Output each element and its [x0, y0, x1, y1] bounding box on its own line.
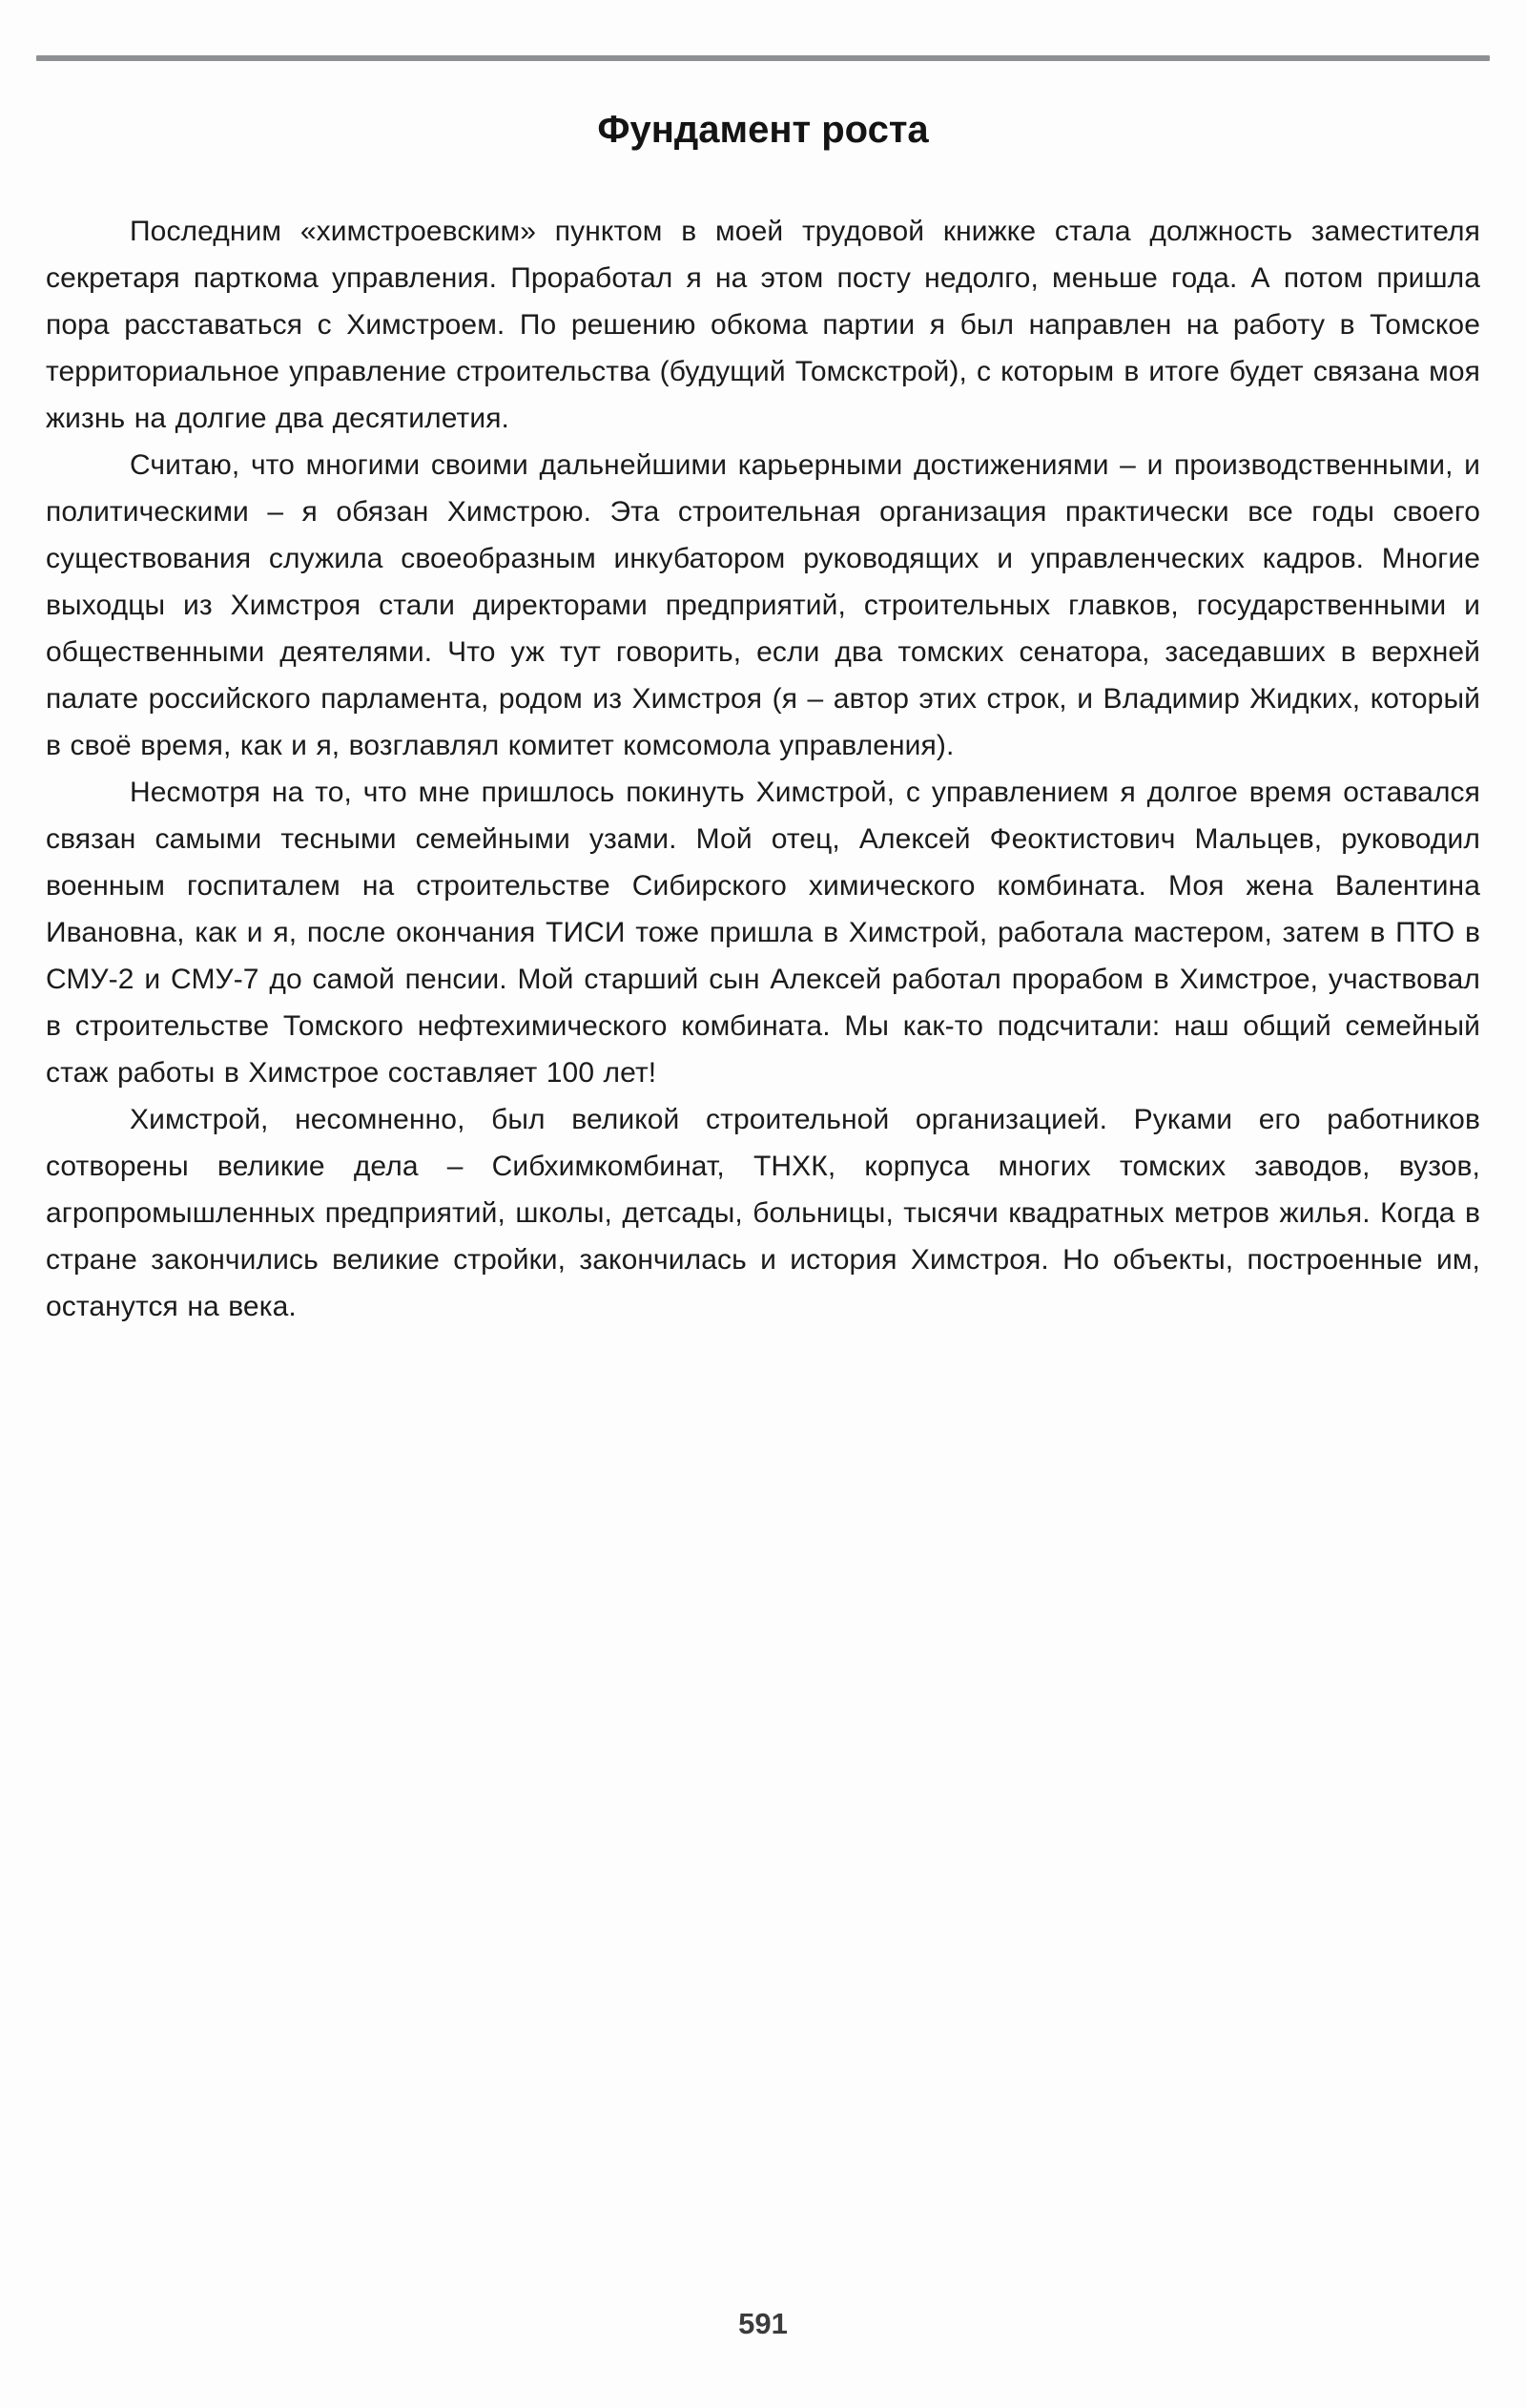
page-title: Фундамент роста [597, 109, 929, 151]
paragraph: Считаю, что многими своими дальнейшими карьерными достижениями – и производственными, и политическими – я обязан Химстрою. Эта строительная организация практически все годы своего существования служила своеобразным инкубатором руководящих и управленческих кадров. Многие выходцы из Химстроя стали директорами предприятий, строительных главков, государственными и общественными деятелями. Что уж тут говорить, если два томских сенатора, заседавших в верхней палате российского парламента, родом из Химстроя (я – автор этих строк, и Владимир Жидких, который в своё время, как и я, возглавлял комитет комсомола управления). [46, 449, 1480, 761]
paragraph: Несмотря на то, что мне пришлось покинуть Химстрой, с управлением я долгое время оставался связан самыми тесными семейными узами. Мой отец, Алексей Феоктистович Мальцев, руководил военным госпиталем на строительстве Сибирского химического комбината. Моя жена Валентина Ивановна, как и я, после окончания ТИСИ тоже пришла в Химстрой, работала мастером, затем в ПТО в СМУ-2 и СМУ-7 до самой пенсии. Мой старший сын Алексей работал прорабом в Химстрое, участвовал в строительстве Томского нефтехимического комбината. Мы как-то подсчитали: наш общий семейный стаж работы в Химстрое составляет 100 лет! [46, 777, 1480, 1089]
page-content [46, 0, 1480, 1330]
page-number: 591 [738, 2307, 788, 2340]
paragraph: Химстрой, несомненно, был великой строительной организацией. Руками его работников сотворены великие дела – Сибхимкомбинат, ТНХК, корпуса многих томских заводов, вузов, агропромышленных предприятий, школы, детсады, больницы, тысячи квадратных метров жилья. Когда в стране закончились великие стройки, закончилась и история Химстроя. Но объекты, построенные им, останутся на века. [46, 1104, 1480, 1322]
paragraph: Последним «химстроевским» пунктом в моей трудовой книжке стала должность заместителя секретаря парткома управления. Проработал я на этом посту недолго, меньше года. А потом пришла пора расставаться с Химстроем. По решению обкома партии я был направлен на работу в Томское территориальное управление строительства (будущий Томскстрой), с которым в итоге будет связана моя жизнь на долгие два десятилетия. [46, 216, 1480, 434]
